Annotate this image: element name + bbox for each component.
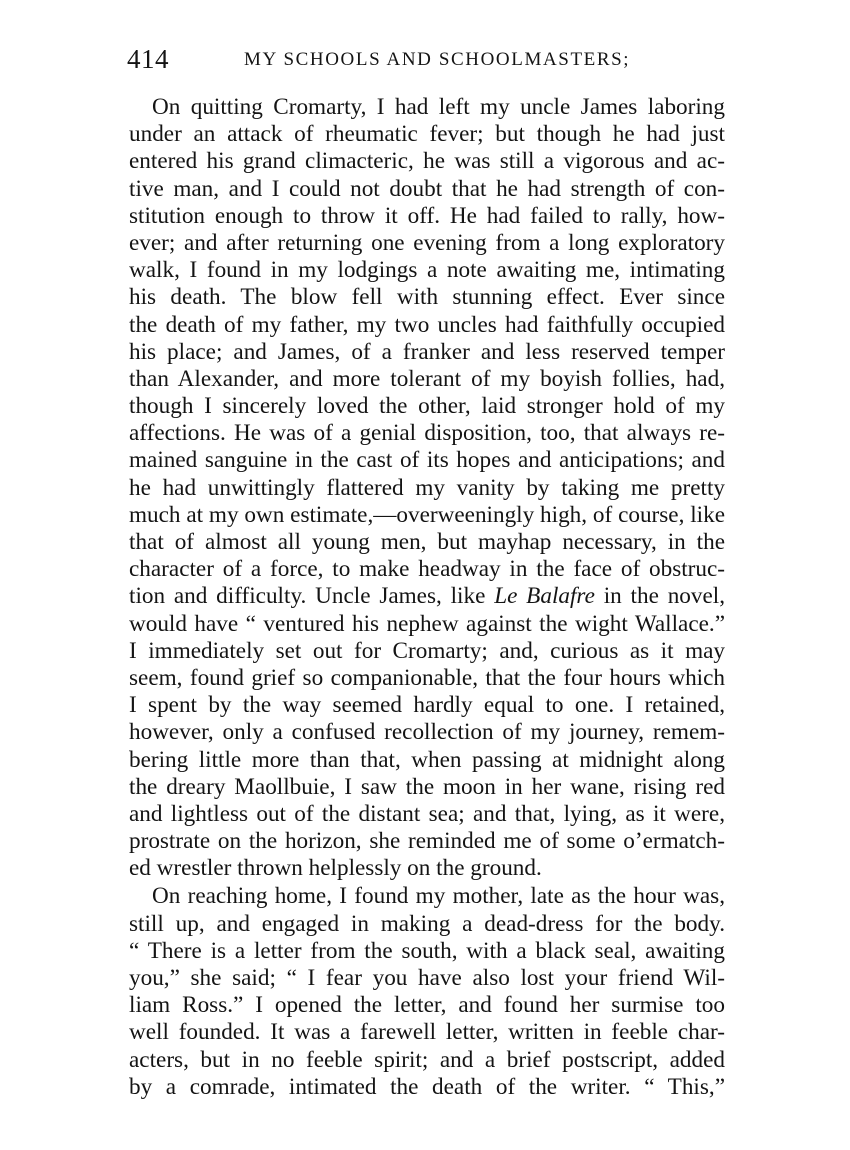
text-line: I immediately set out for Cromarty; and, curious as it may (129, 637, 725, 664)
running-head: MY SCHOOLS AND SCHOOLMASTERS; (244, 49, 631, 70)
text-line: character of a force, to make headway in the face of obstruc- (129, 556, 725, 583)
text-line: much at my own estimate,—overweeningly high, of course, like (129, 501, 725, 528)
text-line-with-italic (129, 583, 725, 610)
text-line: On quitting Cromarty, I had left my uncle James laboring (152, 94, 725, 120)
text-line: ed wrestler thrown helplessly on the ground. (129, 855, 542, 882)
text-line: the death of my father, my two uncles had faithfully occupied (129, 311, 725, 338)
text-line: however, only a confused recollection of my journey, remem- (129, 719, 725, 746)
text-line: prostrate on the horizon, she reminded me of some o’ermatch- (129, 828, 725, 855)
text-line: bering little more than that, when passing at midnight along (129, 746, 725, 773)
text-line: than Alexander, and more tolerant of my boyish follies, had, (129, 365, 725, 392)
text-line: though I sincerely loved the other, laid stronger hold of my (129, 393, 725, 420)
text-line: well founded. It was a farewell letter, written in feeble char- (129, 1019, 725, 1046)
italic-name: Le Balafre (494, 583, 595, 610)
text-line: and lightless out of the distant sea; and that, lying, as it were, (129, 800, 725, 827)
paragraph-1 (129, 94, 725, 882)
body-text (129, 94, 725, 1101)
text-line: mained sanguine in the cast of its hopes and anticipations; and (129, 447, 725, 474)
text-line: On reaching home, I found my mother, late as the hour was, (152, 883, 725, 910)
text-line: his place; and James, of a franker and less reserved temper (129, 338, 725, 365)
text-segment: tion and difficulty. Uncle James, like (129, 583, 486, 610)
text-line: under an attack of rheumatic fever; but though he had just (129, 121, 725, 148)
text-line: that of almost all young men, but mayhap necessary, in the (129, 529, 725, 555)
text-line: you,” she said; “ I fear you have also lost your friend Wil- (129, 965, 725, 991)
text-line: he had unwittingly flattered my vanity by taking me pretty (129, 474, 725, 501)
text-line: I spent by the way seemed hardly equal to one. I retained, (129, 692, 725, 719)
text-line: stitution enough to throw it off. He had failed to rally, how- (129, 202, 725, 229)
text-line: ever; and after returning one evening from a long exploratory (129, 229, 725, 256)
text-line: would have “ ventured his nephew against the wight Wallace.” (129, 610, 725, 637)
text-line: tive man, and I could not doubt that he had strength of con- (129, 175, 725, 202)
text-line: “ There is a letter from the south, with a black seal, awaiting (129, 937, 725, 964)
text-line: by a comrade, intimated the death of the writer. “ This,” (129, 1073, 725, 1100)
text-line: seem, found grief so companionable, that the four hours which (129, 664, 725, 691)
text-line: walk, I found in my lodgings a note awaiting me, intimating (129, 257, 725, 284)
text-line: the dreary Maollbuie, I saw the moon in her wane, rising red (129, 773, 725, 800)
page-number: 414 (127, 44, 169, 74)
text-segment: in the novel, (603, 583, 726, 610)
text-line: liam Ross.” I opened the letter, and found her surmise too (129, 992, 725, 1019)
text-line: his death. The blow fell with stunning effect. Ever since (129, 284, 725, 311)
text-line: entered his grand climacteric, he was still a vigorous and ac- (129, 148, 725, 175)
page-header (127, 44, 727, 80)
paragraph-2 (129, 883, 725, 1101)
text-line: affections. He was of a genial disposition, too, that always re- (129, 420, 725, 447)
text-line: still up, and engaged in making a dead-dress for the body. (129, 910, 725, 937)
text-line: acters, but in no feeble spirit; and a brief postscript, added (129, 1046, 725, 1073)
